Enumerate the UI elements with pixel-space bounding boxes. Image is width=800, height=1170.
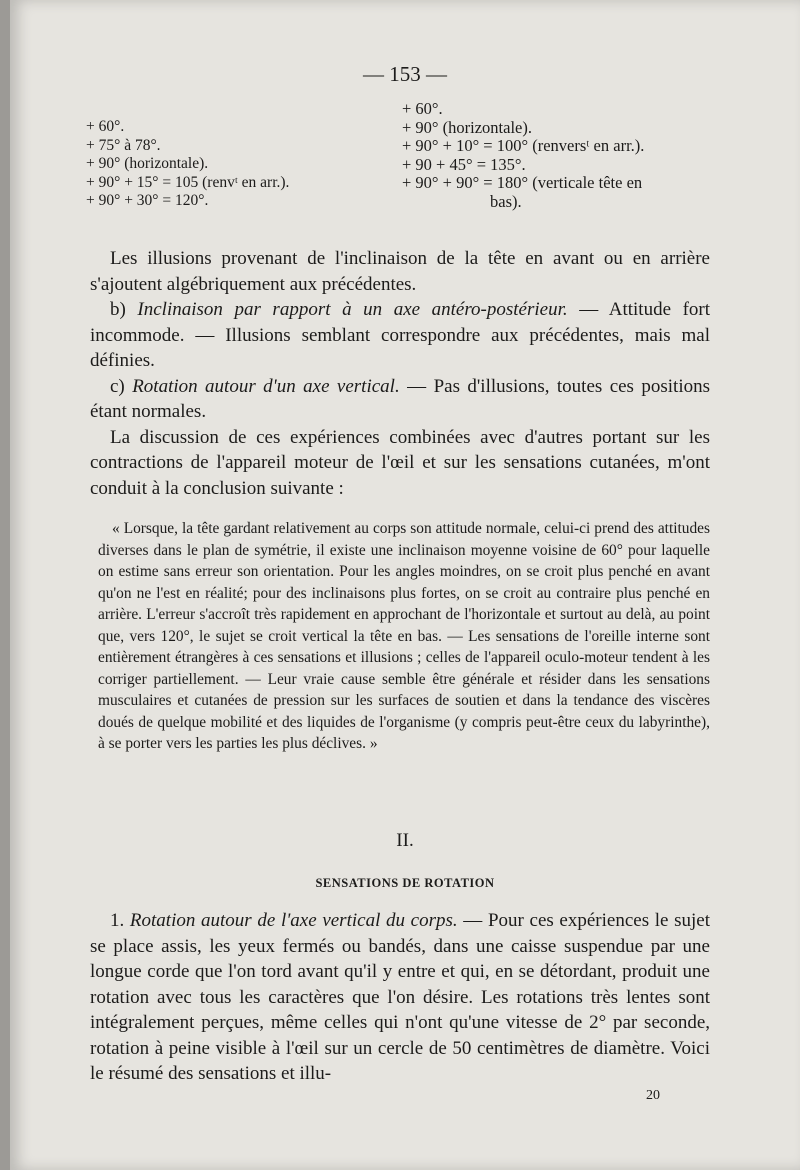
section-number: II. <box>396 830 414 851</box>
list-item: + 60°. <box>86 118 125 135</box>
paragraph-rotation-text: — Pour ces expériences le sujet se place assis, les yeux fermés ou bandés, dans une caisse suspendue par une longue corde que l'on tord avant qu'il y entre et qui, en se détordant, produit une rotation avec tous les caractères que l'on désire. Les rotations très lentes sont intégralement perçues, même celles qui n'ont qu'une vitesse de 2° par seconde, rotation à peine visible à l'œil sur un cercle de 50 centimètres de diamètre. Voici le résumé des sensations et illu- <box>90 910 711 1084</box>
list-item: + 90° + 30° = 120°. <box>86 192 209 209</box>
paragraph-b-title: Inclinaison par rapport à un axe antéro-postérieur. <box>137 299 568 320</box>
list-item: + 75° à 78°. <box>86 136 161 154</box>
list-item: + 90° + 10° = 100° (renversᵗ en arr.). <box>402 136 645 155</box>
list-item: + 60°. <box>402 99 443 118</box>
angle-list-left <box>86 118 376 211</box>
section-title: SENSATIONS DE ROTATION <box>315 876 495 890</box>
book-page <box>10 0 800 1170</box>
paragraph-c <box>90 374 710 425</box>
page-number: — 153 — <box>363 62 447 86</box>
list-item: + 90° + 90° = 180° (verticale tête en <box>402 173 643 192</box>
list-item: + 90° (horizontale). <box>402 117 532 137</box>
paragraph-rotation <box>90 908 710 1087</box>
paragraph-b <box>90 297 710 374</box>
list-item: + 90° (horizontale). <box>86 155 209 172</box>
paragraph-c-text: — Pas d'illusions, toutes ces positions étant normales. <box>90 375 710 422</box>
paragraph-rotation-title: Rotation autour de l'axe vertical du corps. <box>129 910 458 931</box>
quotation-text: « Lorsque, la tête gardant relativement au corps son attitude normale, celui-ci prend des attitudes diverses dans le plan de symétrie, il existe une inclinaison moyenne voisine de 60° pour laquelle on estime sans erreur son orientation. Pour les angles moindres, on se croit plus penché en avant qu'on ne l'est en réalité; pour des inclinaisons plus fortes, on se croit au contraire plus penché en arrière. L'erreur s'accroît très rapidement en approchant de l'horizontale et surtout au delà, au point que, vers 120°, le sujet se croit vertical la tête en bas. — Les sensations de l'oreille interne sont entièrement étrangères à ces sensations et illusions ; celles de l'appareil oculo-moteur tendent à les corriger partiellement. — Leur vraie cause semble être générale et résider dans les sensations musculaires et cutanées de pression sur les surfaces de soutien et dans la tendance des viscères doués de quelque mobilité et des liquides de l'organisme (y compris peut-être ceux du labyrinthe), à se porter vers les parties les plus déclives. » <box>98 520 710 752</box>
angle-list-right <box>402 100 722 211</box>
signature-mark: 20 <box>646 1088 660 1103</box>
paragraph-illusions: Les illusions provenant de l'inclinaison de la tête en avant ou en arrière s'ajoutent algébriquement aux précédentes. <box>90 248 710 295</box>
paragraph-c-title: Rotation autour d'un axe vertical. <box>132 375 400 397</box>
rotation-text-block <box>90 908 710 1087</box>
list-item: bas). <box>490 191 522 211</box>
quotation-block <box>98 518 710 755</box>
paragraph-rotation-label: 1. <box>110 910 130 931</box>
paragraph-b-text: — Attitude fort incommode. — Illusions semblant correspondre aux précédentes, mais mal définies. <box>90 299 711 371</box>
paragraph-b-label: b) <box>110 299 138 320</box>
main-text-block <box>90 246 710 501</box>
paragraph-discussion: La discussion de ces expériences combinées avec d'autres portant sur les contractions de l'appareil moteur de l'œil et sur les sensations cutanées, m'ont conduit à la conclusion suivante : <box>90 426 710 499</box>
paragraph-c-label: c) <box>110 375 133 397</box>
list-item: + 90° + 15° = 105 (renvᵗ en arr.). <box>86 173 290 191</box>
list-item: + 90 + 45° = 135°. <box>402 154 526 174</box>
